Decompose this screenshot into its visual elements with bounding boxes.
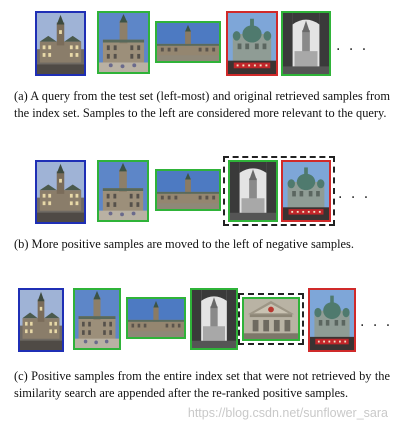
positive-thumbnail bbox=[126, 297, 186, 339]
positive-thumbnail bbox=[190, 288, 238, 350]
retrieval-row-a bbox=[0, 8, 404, 78]
panel-c bbox=[0, 278, 404, 426]
negative-thumbnail bbox=[281, 160, 331, 222]
positive-thumbnail bbox=[242, 297, 300, 341]
negative-thumbnail bbox=[226, 11, 278, 76]
caption-c: (c) Positive samples from the entire index set that were not retrieved by the similarity search are appended after the re-ranked positive samples. bbox=[14, 369, 390, 400]
watermark: https://blog.csdn.net/sunflower_sara bbox=[187, 406, 388, 420]
ellipsis: . . . bbox=[336, 38, 369, 54]
query-thumbnail bbox=[35, 11, 86, 76]
positive-thumbnail bbox=[228, 160, 278, 222]
retrieval-row-c bbox=[0, 284, 404, 354]
positive-thumbnail bbox=[97, 160, 149, 222]
positive-thumbnail bbox=[155, 169, 221, 211]
query-thumbnail bbox=[35, 160, 86, 224]
positive-thumbnail bbox=[155, 21, 221, 63]
caption-a: (a) A query from the test set (left-most) and original retrieved samples from the index set. Samples to the left are considered more relevant to the query. bbox=[14, 89, 390, 120]
panel-b bbox=[0, 150, 404, 280]
ellipsis: . . . bbox=[360, 314, 393, 330]
positive-thumbnail bbox=[97, 11, 150, 74]
panel-a bbox=[0, 0, 404, 150]
positive-thumbnail bbox=[73, 288, 121, 350]
caption-b: (b) More positive samples are moved to the left of negative samples. bbox=[14, 237, 354, 251]
query-thumbnail bbox=[18, 288, 64, 352]
retrieval-row-b bbox=[0, 156, 404, 226]
ellipsis: . . . bbox=[338, 186, 371, 202]
negative-thumbnail bbox=[308, 288, 356, 352]
positive-thumbnail bbox=[281, 11, 331, 76]
